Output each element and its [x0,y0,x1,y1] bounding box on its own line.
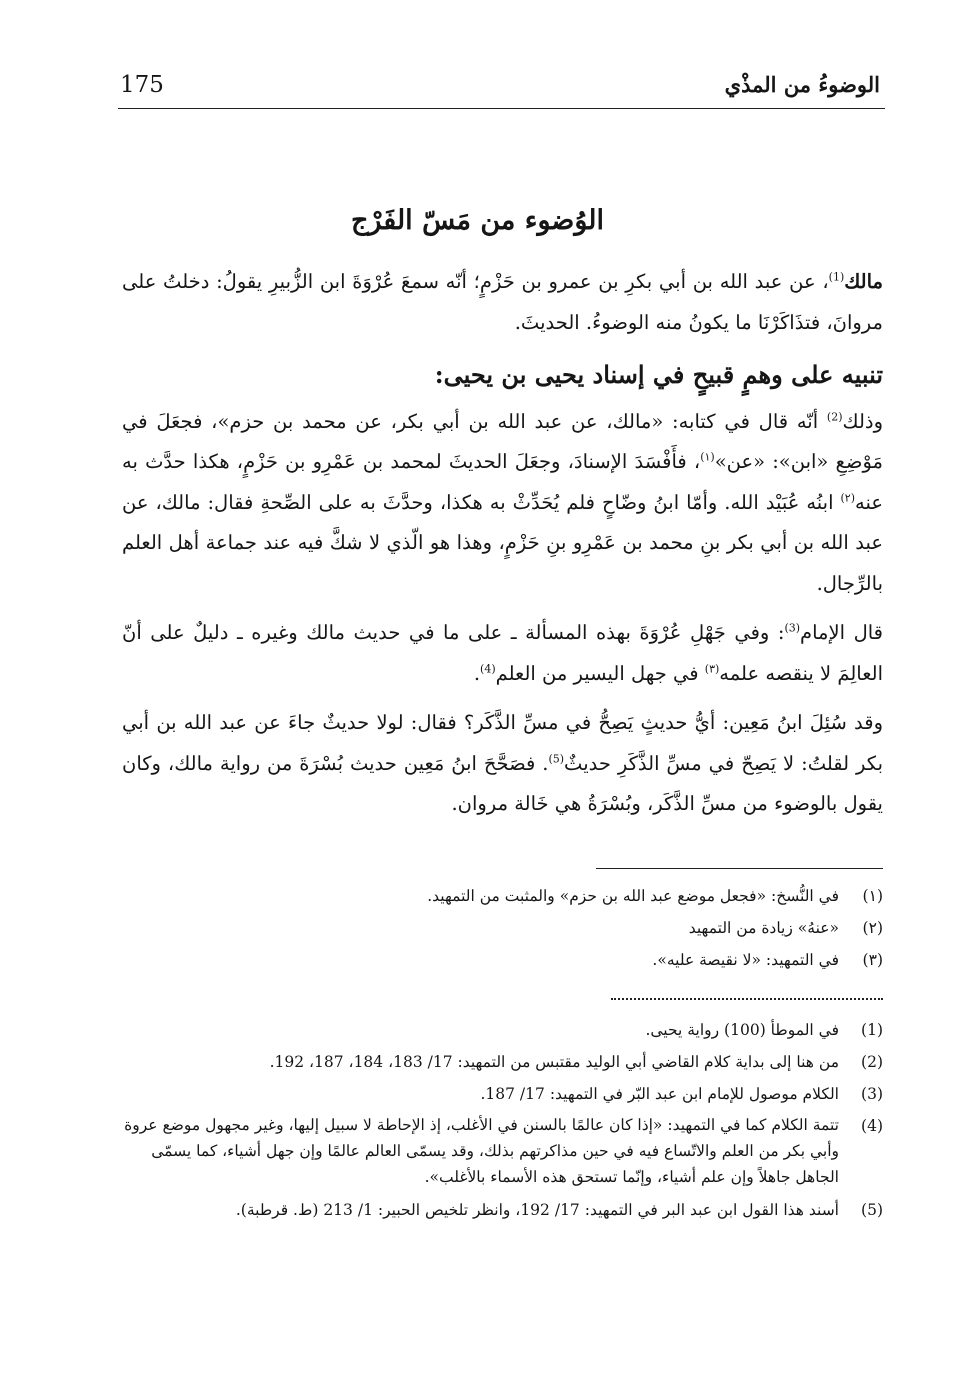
footnote-text: «عنهُ» زيادة من التمهيد [688,919,839,937]
narrator-name: مالك [844,270,883,293]
footnote-text: في التمهيد: «لا نقيصة عليه». [652,951,839,969]
footnote-number: (5) [861,1201,883,1219]
paragraph-4 [122,703,883,825]
footnote-ref: (1) [828,270,845,284]
page-number: 175 [120,72,164,98]
footnote [122,880,883,912]
footnote-number: (٣) [862,951,883,969]
footnote-text: في النُّسخ: «فجعل موضع عبد الله بن حزم» والمثبت من التمهيد. [427,887,839,905]
paragraph-text: أنّه قال في كتابه: «مالك، عن عبد الله بن أبي بكر، عن محمد بن حزم»، فجعَلَ في مَوْضِعِ «ابن»: «عن» [122,409,883,473]
footnote [122,1080,883,1109]
paragraph-text: في جهل اليسير من العلم [495,661,705,685]
paragraph-text: . فصَحَّحَ ابنُ مَعِين حديث بُسْرَةَ من رواية مالك، وكان يقول بالوضوء من مسِّ الذَّكَر، وبُسْرَةُ هي خَالة مروان. [122,751,883,815]
footnote-number: (1) [861,1021,883,1039]
footnote-ref: (5) [548,752,565,765]
paragraph-2 [122,402,883,605]
page-header [120,72,880,106]
footnote [122,1048,883,1077]
paragraph-3 [122,613,883,694]
paragraph-text: ، فأَفْسَدَ الإسنادَ، وجعَلَ الحديثَ لمحمد بن عَمْرِو بن حَزْمٍ، هكذا حدَّث به عنه [122,450,883,514]
footnote [122,1016,883,1045]
footnote [122,912,883,944]
footnote-ref: (٣) [704,662,720,675]
footnote-number: (٢) [862,919,883,937]
paragraph-text: وقد سُئِلَ ابنُ مَعِين: أيُّ حديثٍ يَصِحُّ في مسِّ الذَّكَر؟ فقال: لولا حديثٌ جاءَ عن عبد الله بن أبي بكر لقلتُ: لا يَصِحّ في مسِّ الذَّكَرِ حديثٌ [122,711,883,775]
footnote-text: تتمة الكلام كما في التمهيد: «إذا كان عالمًا بالسنن في الأغلب، إذ الإحاطة لا سبيل إليها، وغير مجهول موضع عروة وأبي بكر من العلم والاتّساع فيه في حين مذاكرتهم بذلك، وقد يسمّى العالم عالمًا وإن جهل أشياء، كما يسمّى الجاهل جاهلاً وإن علم أشياء، وإنّما تستحق هذه الأسماء بالأغلب». [124,1116,839,1186]
footnote-number: (2) [861,1053,883,1071]
footnote [122,944,883,976]
main-text [122,262,883,825]
editor-footnotes [122,880,883,976]
footnote-number: (١) [862,887,883,905]
footnote-text: في الموطأ (100) رواية يحيى. [645,1021,839,1039]
footnote-ref: (٢) [840,491,856,504]
footnote-ref: (2) [826,410,843,423]
paragraph-text: . [473,661,481,685]
paragraph-text: وذلك [842,409,883,433]
paragraph-text: ابنُه عُبَيْد الله. وأمّا ابنُ وضّاحٍ فلم يُحَدِّثْ به هكذا، وحدَّثَ به على الصِّحةِ فقال: مالك، عن عبد الله بن أبي بكر بنِ محمد بن عَمْرِو بنِ حَزْمٍ، وهذا هو الّذي لا شكَّ فيه عند جماعة أهل العلم بالرِّجال. [122,490,883,595]
footnote-text: أسند هذا القول ابن عبد البر في التمهيد: 17/ 192، وانظر تلخيص الحبير: 1/ 213 (ط. قرطبة). [235,1201,839,1219]
footnote-number: (4) [861,1117,883,1135]
footnote [122,1112,883,1190]
paragraph-text: ، عن عبد الله بن أبي بكرِ بن عمرو بن حَزْمٍ؛ أنّه سمعَ عُرْوَةَ ابن الزُّبيرِ يقولُ: دخلتُ على مروانَ، فتذَاكَرْنَا ما يكونُ منه الوضوءُ. الحديثَ. [122,270,883,334]
footnote-text: من هنا إلى بداية كلام القاضي أبي الوليد مقتبس من التمهيد: 17/ 183، 184، 187، 192. [269,1053,839,1071]
paragraph-1 [122,262,883,343]
section-heading: الوُضوء من مَسّ الفَرْج [350,205,605,236]
subheading: تنبيه على وهمٍ قبيحٍ في إسناد يحيى بن يحيى: [434,360,883,389]
footnote-text: الكلام موصول للإمام ابن عبد البّر في التمهيد: 17/ 187. [480,1085,839,1103]
dotted-separator [611,998,883,1000]
header-rule [118,108,885,109]
author-footnotes [122,1016,883,1228]
running-title: الوضوءُ من المذْي [724,72,880,97]
paragraph-text: : وفي جَهْلِ عُرْوَةَ بهذه المسألة ـ على ما في حديث مالك وغيره ـ دليلٌ على أنّ العالِمَ لا ينقصه علمه [122,621,883,685]
footnote [122,1196,883,1225]
footnote-ref: (3) [784,621,801,635]
footnote-ref: (١) [700,450,715,464]
footnote-ref: (4) [480,662,496,675]
footnote-separator [596,868,883,869]
footnote-number: (3) [861,1085,883,1103]
paragraph-text: قال الإمام [800,621,883,644]
